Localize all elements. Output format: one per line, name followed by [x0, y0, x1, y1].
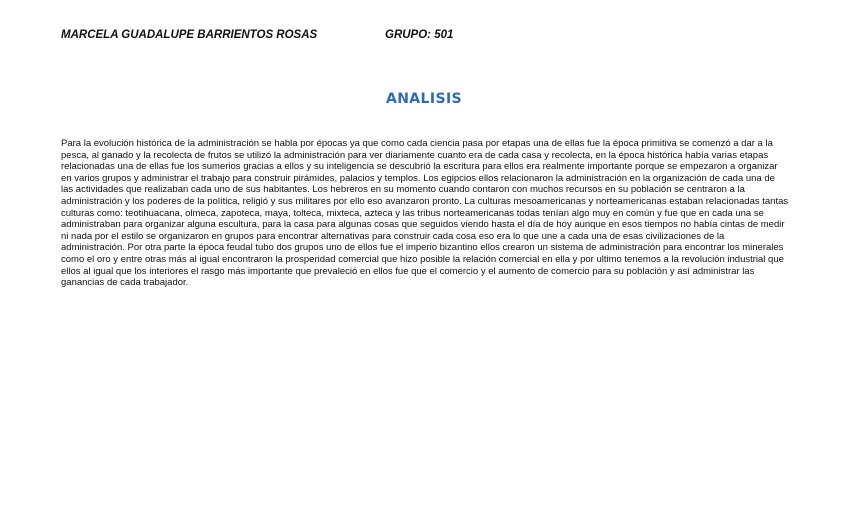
document-title [0, 91, 848, 107]
author-name: MARCELA GUADALUPE BARRIENTOS ROSAS [61, 29, 318, 41]
body-paragraph: Para la evolución histórica de la administración se habla por épocas ya que como cada ciencia pasa por etapas una de ellas fue la época primitiva se comenzó a dar a la pesca, al ganado y la recolecta de frutos se utilizó la administración para ver diariamente cuanto era de cada casa y recolecta, en la época histórica había varias etapas relacionadas una de ellas fue los sumerios gracias a ellos y su inteligencia se descubrió la escritura para ellos era realmente importante porque se empezaron a organizar en varios grupos y administrar el trabajo para construir pirámides, palacios y templos. Los egipcios ellos relacionaron la administración en la organización de cada una de las actividades que realizaban cada uno de sus habitantes. Los hebreros en su momento cuando contaron con muchos recursos en su población se centraron a la administración y los poderes de la política, religió y sus militares por ello eso avanzaron pronto. La culturas mesoamericanas y norteamericanas estaban relacionadas tantas culturas como: teotihuacana, olmeca, zapoteca, maya, tolteca, mixteca, azteca y las tribus norteamericanas todas tenían algo muy en común y fue que en cada una se administraban para organizar alguna escultura, para la casa para algunas cosas que seguidos viendo hasta el día de hoy aunque en esos tiempos no había cintas de medir ni nada por el estilo se organizaron en grupos para encontrar alternativas para construir cada cosa eso era lo que une a cada una de esas civilizaciones de la administración. Por otra parte la época feudal tubo dos grupos uno de ellos fue el imperio bizantino ellos crearon un sistema de administración para encontrar los minerales como el oro y entre otras más al igual encontraron la prosperidad comercial que hizo posible la relación comercial en ella y por ultimo tenemos a la revolución industrial que ellos al igual que los interiores el rasgo más importante que prevaleció en ellos fue que el comercio y el aumento de comercio para su población y así administrar las ganancias de cada trabajador. [61, 138, 789, 289]
title-text: ANALISIS [385, 91, 463, 107]
group-label: GRUPO: 501 [385, 29, 454, 41]
